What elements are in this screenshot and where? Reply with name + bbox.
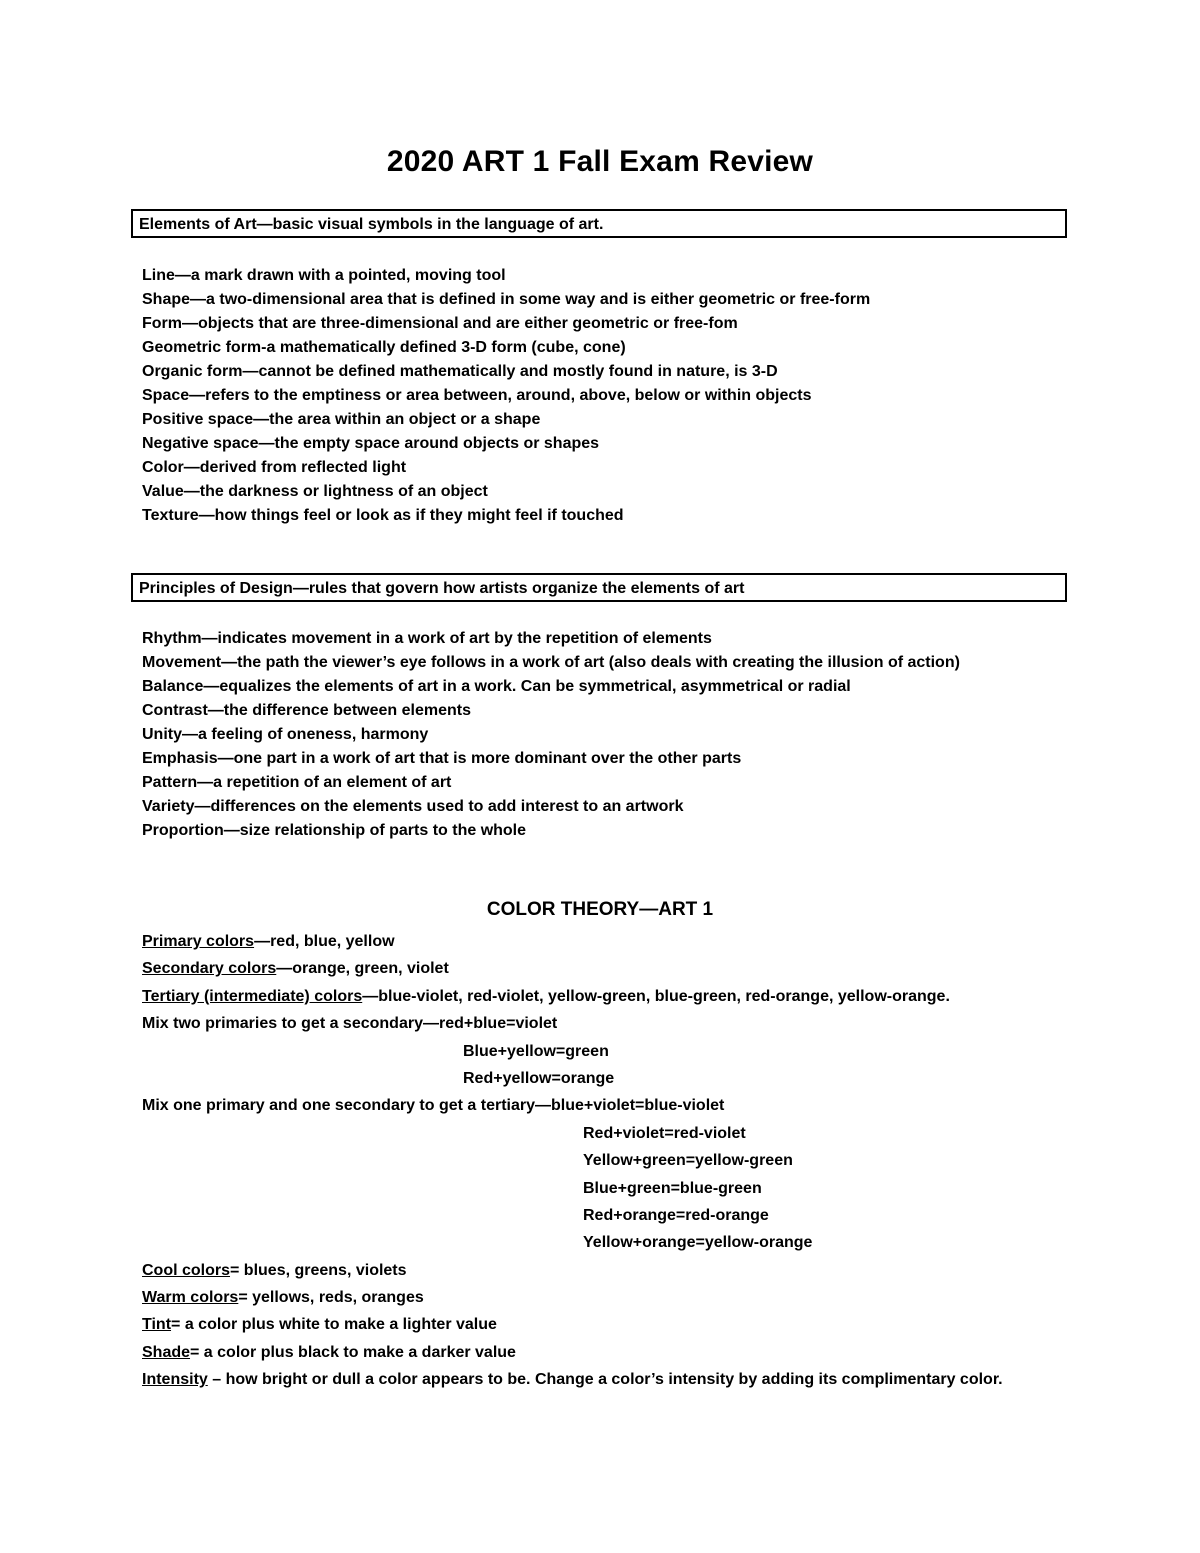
list-item: Color—derived from reflected light — [142, 459, 407, 476]
term: Tertiary (intermediate) colors — [142, 987, 363, 1005]
list-item: Movement—the path the viewer’s eye follows in a work of art (also deals with creating the illusion of action) — [142, 654, 960, 671]
list-item: Shape—a two-dimensional area that is defined in some way and is either geometric or free-form — [142, 291, 871, 308]
mix-result-line: Blue+green=blue-green — [583, 1179, 762, 1197]
mix-result-line: Blue+yellow=green — [463, 1042, 609, 1060]
term: Cool colors — [142, 1261, 231, 1279]
definition: = a color plus black to make a darker value — [190, 1343, 516, 1361]
list-item: Unity—a feeling of oneness, harmony — [142, 726, 429, 743]
list-item: Value—the darkness or lightness of an object — [142, 483, 488, 500]
principles-heading-box: Principles of Design—rules that govern how artists organize the elements of art — [131, 573, 1067, 602]
mix-result-line: Yellow+orange=yellow-orange — [583, 1234, 813, 1252]
list-item: Proportion—size relationship of parts to the whole — [142, 822, 527, 839]
warm-colors-line — [142, 1284, 1192, 1311]
term: Warm colors — [142, 1289, 239, 1307]
page-title: 2020 ART 1 Fall Exam Review — [386, 145, 814, 178]
term: Tint — [142, 1316, 172, 1334]
intensity-line — [142, 1366, 1192, 1393]
shade-line — [142, 1339, 1192, 1366]
definition: = a color plus white to make a lighter value — [171, 1316, 497, 1334]
list-item: Organic form—cannot be defined mathematically and mostly found in nature, is 3-D — [142, 363, 778, 380]
term: Shade — [142, 1343, 191, 1361]
list-item: Texture—how things feel or look as if they might feel if touched — [142, 507, 624, 524]
secondary-colors-line — [142, 955, 1192, 982]
principles-list — [142, 627, 1142, 843]
term: Intensity — [142, 1371, 208, 1389]
mix-result-line: Yellow+green=yellow-green — [583, 1152, 793, 1170]
list-item: Space—refers to the emptiness or area between, around, above, below or within objects — [142, 387, 812, 404]
mix-result-line: Red+orange=red-orange — [583, 1206, 769, 1224]
color-theory-section — [142, 928, 1192, 1394]
elements-list — [142, 264, 1142, 528]
definition: = yellows, reds, oranges — [238, 1289, 424, 1307]
definition: – how bright or dull a color appears to be. Change a color’s intensity by adding its complimentary color. — [207, 1371, 1003, 1389]
mix-tertiary-line: Mix one primary and one secondary to get a tertiary—blue+violet=blue-violet — [142, 1097, 725, 1115]
list-item: Contrast—the difference between elements — [142, 702, 471, 719]
mix-primaries-line: Mix two primaries to get a secondary—red+blue=violet — [142, 1015, 558, 1033]
definition: —orange, green, violet — [276, 960, 449, 978]
list-item: Balance—equalizes the elements of art in a work. Can be symmetrical, asymmetrical or radial — [142, 678, 851, 695]
list-item: Pattern—a repetition of an element of art — [142, 774, 452, 791]
list-item: Positive space—the area within an object or a shape — [142, 411, 541, 428]
primary-colors-line — [142, 928, 1192, 955]
list-item: Rhythm—indicates movement in a work of art by the repetition of elements — [142, 630, 712, 647]
list-item: Line—a mark drawn with a pointed, moving tool — [142, 267, 506, 284]
mix-result-line: Red+yellow=orange — [463, 1069, 615, 1087]
list-item: Variety—differences on the elements used to add interest to an artwork — [142, 798, 684, 815]
definition: = blues, greens, violets — [230, 1261, 407, 1279]
definition: —red, blue, yellow — [254, 933, 395, 950]
term: Secondary colors — [142, 960, 277, 978]
elements-heading-box: Elements of Art—basic visual symbols in the language of art. — [131, 209, 1067, 238]
list-item: Form—objects that are three-dimensional and are either geometric or free-fom — [142, 315, 738, 332]
list-item: Geometric form-a mathematically defined 3-D form (cube, cone) — [142, 339, 626, 356]
mix-result-line: Red+violet=red-violet — [583, 1124, 746, 1142]
color-theory-title: COLOR THEORY—ART 1 — [486, 899, 714, 920]
definition: —blue-violet, red-violet, yellow-green, blue-green, red-orange, yellow-orange. — [362, 987, 950, 1005]
list-item: Emphasis—one part in a work of art that is more dominant over the other parts — [142, 750, 742, 767]
list-item: Negative space—the empty space around objects or shapes — [142, 435, 600, 452]
cool-colors-line — [142, 1257, 1192, 1284]
tint-line — [142, 1311, 1192, 1338]
tertiary-colors-line — [142, 983, 1192, 1010]
term: Primary colors — [142, 933, 255, 950]
